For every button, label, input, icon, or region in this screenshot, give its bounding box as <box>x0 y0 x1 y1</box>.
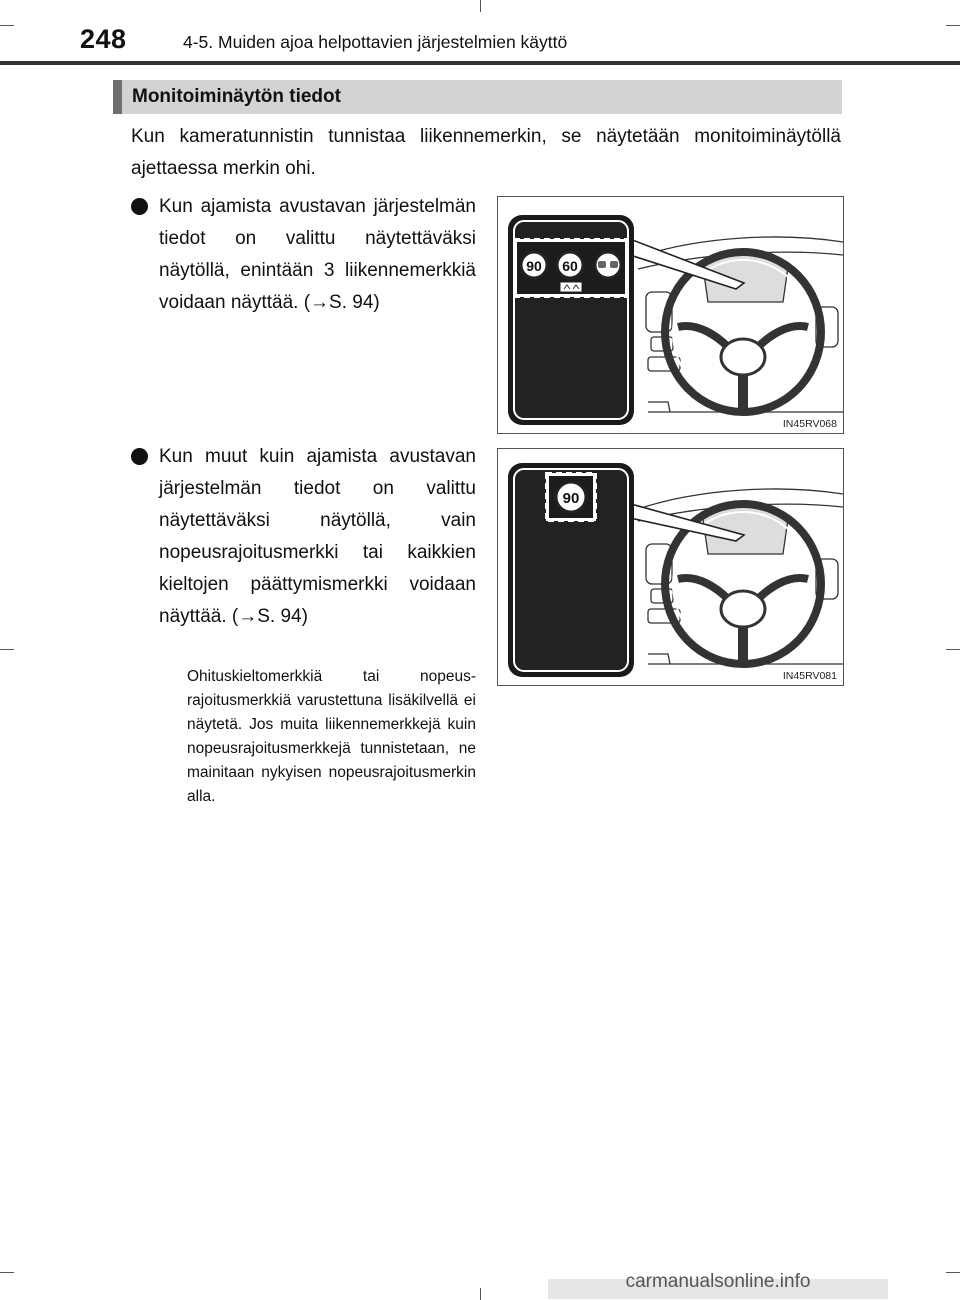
crop-mark <box>946 649 960 650</box>
bullet-item <box>159 191 476 319</box>
intro-paragraph: Kun kameratunnistin tunnistaa liikennemerkin, se näytetään monitoiminäytöllä ajettaessa merkin ohi. <box>131 126 841 179</box>
section-accent <box>113 80 122 114</box>
page-number: 248 <box>80 24 127 54</box>
dashboard-figure-1 <box>497 196 844 434</box>
chapter-title: 4-5. Muiden ajoa helpottavien järjestelmien käyttö <box>183 32 568 52</box>
crop-mark <box>946 1272 960 1273</box>
crop-mark <box>946 25 960 26</box>
bullet-item <box>159 441 476 633</box>
dashboard-illustration <box>498 449 843 685</box>
bullet-text: Kun muut kuin ajamista avustavan järjestelmän tiedot on valittu näytettäväksi näytöllä, vain nopeusrajoitusmerkki tai kaikkien kieltojen päättymismerkki voidaan näyttää. (→S. 94) <box>159 446 476 627</box>
bullet-text: Kun ajamista avustavan järjestelmän tiedot on valittu näytettäväksi näytöllä, enintään 3 liikennemerkkiä voidaan näyttää. (→S. 94) <box>159 196 476 313</box>
no-overtaking-icon <box>595 252 621 278</box>
speed-sign-icon <box>521 252 547 278</box>
note-text: Ohituskieltomerkkiä tai nopeusrajoitusmerkkiä varustettuna lisäkilvellä ei näytetä. Jos muita liikennemerkkejä kuin nopeusrajoitusmerkkejä tunnistetaan, ne mainitaan nykyisen nopeusrajoitusmerkin alla. <box>187 668 476 805</box>
header-rule <box>0 61 960 65</box>
figure-code: IN45RV068 <box>782 418 837 430</box>
footer-watermark <box>548 1265 888 1299</box>
svg-text:90: 90 <box>526 258 542 274</box>
figure-code: IN45RV081 <box>782 670 837 682</box>
bullet-dot-icon <box>131 198 148 215</box>
crop-mark <box>0 649 14 650</box>
svg-text:90: 90 <box>562 490 580 507</box>
speed-sign-icon <box>556 482 586 512</box>
speed-sign-icon <box>557 252 583 278</box>
section-heading <box>113 80 842 114</box>
weather-plate-icon <box>560 282 582 292</box>
svg-text:60: 60 <box>562 258 578 274</box>
crop-mark <box>0 25 14 26</box>
dashboard-illustration <box>498 197 843 433</box>
crop-mark <box>0 1272 14 1273</box>
footer-text: carmanualsonline.info <box>625 1271 811 1292</box>
section-title: Monitoiminäytön tiedot <box>132 86 341 107</box>
bullet-dot-icon <box>131 448 148 465</box>
crop-mark <box>480 0 481 12</box>
dashboard-figure-2 <box>497 448 844 686</box>
crop-mark <box>480 1288 481 1300</box>
